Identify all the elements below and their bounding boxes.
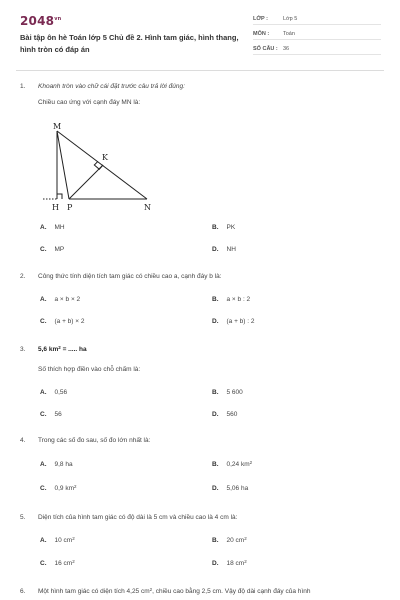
q2-option-c[interactable]: C. (a + b) × 2	[40, 318, 85, 325]
q1-option-b[interactable]: B. PK	[212, 224, 236, 231]
question-text: Khoanh tròn vào chữ cái đặt trước câu trả lời đúng:	[38, 83, 185, 90]
q5-option-d[interactable]: D. 18 $cm^2$	[212, 559, 247, 567]
question-subtext: Số thích hợp điền vào chỗ chấm là:	[38, 366, 141, 373]
segment-mn	[57, 131, 147, 199]
q3-option-a[interactable]: A. 0,56	[40, 389, 68, 396]
q2-option-d[interactable]: D. (a + b) : 2	[212, 318, 255, 325]
question-number: 2.	[20, 273, 26, 280]
q5-option-a[interactable]: A. 10 $cm^2$	[40, 536, 75, 544]
q1-option-c[interactable]: C. MP	[40, 246, 65, 253]
question-number: 1.	[20, 83, 26, 90]
q2-option-a[interactable]: A. a × b × 2	[40, 296, 81, 303]
q4-option-c[interactable]: C. 0,9 $km^2$	[40, 484, 77, 492]
document-header	[0, 0, 400, 66]
q1-option-a[interactable]: A. MH	[40, 224, 65, 231]
segment-mp	[57, 131, 69, 199]
question-text: Trong các số đo sau, số đo lớn nhất là:	[38, 437, 151, 444]
label-p: P	[67, 203, 73, 212]
triangle-figure	[40, 118, 175, 218]
meta-subject: MÔN : Toán	[253, 29, 381, 40]
q4-option-a[interactable]: A. 9,8 ha	[40, 461, 73, 468]
question-text: Một hình tam giác có diện tích 4,25 $cm^2$, chiều cao bằng 2,5 cm. Vậy độ dài cạnh đáy của hình	[38, 587, 311, 595]
header-divider	[16, 70, 384, 71]
document-title: Bài tập ôn hè Toán lớp 5 Chủ đề 2. Hình tam giác, hình thang, hình tròn có đáp án	[20, 33, 239, 54]
label-h: H	[52, 203, 59, 212]
q1-option-d[interactable]: D. NH	[212, 246, 236, 253]
meta-class: LỚP : Lớp 5	[253, 14, 381, 25]
q4-option-d[interactable]: D. 5,06 ha	[212, 485, 249, 492]
q3-option-b[interactable]: B. 5 600	[212, 389, 243, 396]
q2-option-b[interactable]: B. a × b : 2	[212, 296, 251, 303]
site-logo[interactable]: $2048^{vn}$	[20, 14, 62, 28]
label-k: K	[102, 153, 108, 162]
meta-question-count: SỐ CÂU : 36	[253, 44, 381, 55]
question-number: 5.	[20, 514, 26, 521]
question-number: 6.	[20, 588, 26, 595]
question-text: Công thức tính diện tích tam giác có chiều cao a, cạnh đáy b là:	[38, 273, 222, 280]
segment-pk	[69, 165, 103, 199]
question-subtext: Chiều cao ứng với cạnh đáy MN là:	[38, 99, 141, 106]
q5-option-b[interactable]: B. 20 $cm^2$	[212, 536, 247, 544]
label-m: M	[53, 122, 62, 131]
question-number: 4.	[20, 437, 26, 444]
right-angle-mark-h	[57, 194, 62, 199]
question-number: 3.	[20, 346, 26, 353]
label-n: N	[144, 203, 151, 212]
q3-option-c[interactable]: C. 56	[40, 411, 62, 418]
q3-option-d[interactable]: D. 560	[212, 411, 238, 418]
q4-option-b[interactable]: B. 0,24 $km^2$	[212, 460, 253, 468]
question-text: 5,6 $km^2$ = ..... ha	[38, 345, 87, 353]
q5-option-c[interactable]: C. 16 $cm^2$	[40, 559, 75, 567]
question-text: Diện tích của hình tam giác có độ dài là 5 cm và chiều cao là 4 cm là:	[38, 514, 238, 521]
